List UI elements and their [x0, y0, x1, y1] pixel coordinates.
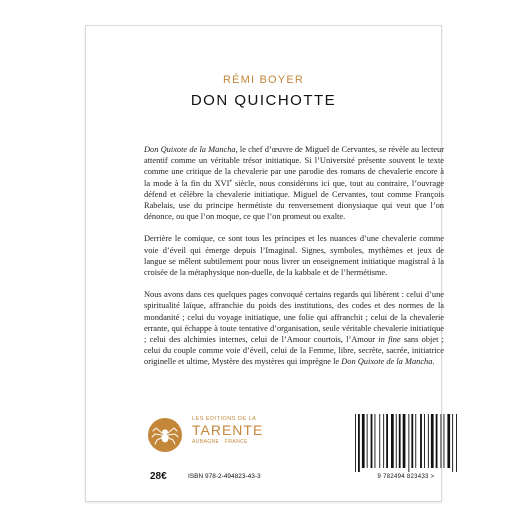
barcode-bar	[428, 414, 429, 468]
blurb-paragraph-1: Don Quixote de la Mancha, le chef d’œuvre de Miguel de Cervantes, se révèle au lecteur attentif comme un véritable trésor initiatique. Si l’Université présente souvent le texte comme une critique de la chevalerie par une parodie des romans de chevalerie encore à la mode à la fin du XVIe siècle, nous considérons ici que, tout au contraire, l’ouvrage défend et célèbre la chevalerie initiatique. Miguel de Cervantes, tout comme François Rabelais, use du principe hermétiste du renversement dionysiaque qui veut que l’on dénonce, ou que l’on moque, ce que l’on promeut ou exalte.	[144, 145, 444, 222]
publisher-name: TARENTE	[192, 422, 264, 438]
publisher-place: AUBAGNE · FRANCE	[192, 439, 248, 445]
barcode-bar	[386, 414, 388, 468]
spider-icon	[148, 418, 182, 452]
barcode-bar	[355, 414, 356, 472]
publisher-line: LES ÉDITIONS DE LA	[192, 416, 257, 422]
barcode-bar	[371, 414, 373, 468]
barcode-bar	[379, 414, 380, 468]
publisher-text	[192, 416, 263, 445]
barcode-bar	[396, 414, 397, 468]
barcode-bar	[452, 414, 453, 472]
barcode-bar	[367, 414, 368, 468]
book-back-cover	[85, 25, 445, 502]
blurb	[144, 144, 444, 379]
book-title: DON QUICHOTTE	[190, 92, 337, 109]
publisher-block	[148, 414, 278, 458]
barcode-bar	[411, 414, 413, 468]
barcode-bar	[408, 414, 409, 472]
barcode-bar	[403, 414, 406, 468]
barcode-bar	[441, 414, 442, 468]
barcode-bar	[375, 414, 376, 468]
blurb-paragraph-3: Nous avons dans ces quelques pages convoqué certains regards qui libèrent : celui d’une spiritualité laïque, affranchie du poids des institutions, des codes et des normes de la mondanité ; celui du voyage initiatique, une folie qui affranchit ; celui de la chevalerie errante, qui échappe à toute tentative d’organisation, seule véritable chevalerie initiatique ; celui des alchimies internes, celui de l’Amour courtois, l’Amour in fine sans objet ; celui du couple comme voie d’éveil, celui de la Femme, libre, secrète, sacrée, initiatrice originelle et ultime, Mystère des mystères qui imprègne le Don Quixote de la Mancha.	[144, 290, 445, 367]
barcode-bar	[383, 414, 384, 468]
author-name: RÉMI BOYER	[222, 74, 305, 86]
barcode-bar	[358, 414, 360, 472]
italic-title: Don Quixote de la Mancha	[144, 145, 236, 154]
barcode-bar	[431, 414, 434, 468]
barcode-bar	[415, 414, 416, 468]
barcode-bar	[399, 414, 401, 468]
barcode	[351, 414, 461, 476]
barcode-bar	[424, 414, 425, 468]
barcode-bar	[391, 414, 394, 468]
barcode-bar	[420, 414, 422, 468]
barcode-digits: 9 782494 823433 >	[377, 474, 435, 480]
barcode-bar	[436, 414, 438, 468]
barcode-bar	[444, 414, 445, 468]
barcode-bar	[447, 414, 450, 468]
barcode-bar	[362, 414, 365, 468]
isbn: ISBN 978-2-494823-43-3	[188, 473, 261, 480]
barcode-bar	[456, 414, 457, 472]
price: 28€	[150, 471, 167, 482]
blurb-paragraph-2: Derrière le comique, ce sont tous les principes et les nuances d’une chevalerie comme voie d’éveil qui émerge depuis l’Imaginal. Signes, symboles, mythèmes et jeux de langue se mêlent subtilement pour nous livrer un enseignement initiatique magistral à la croisée de la métaphysique non-duelle, de la kabbale et de l’hermétisme.	[144, 234, 444, 278]
